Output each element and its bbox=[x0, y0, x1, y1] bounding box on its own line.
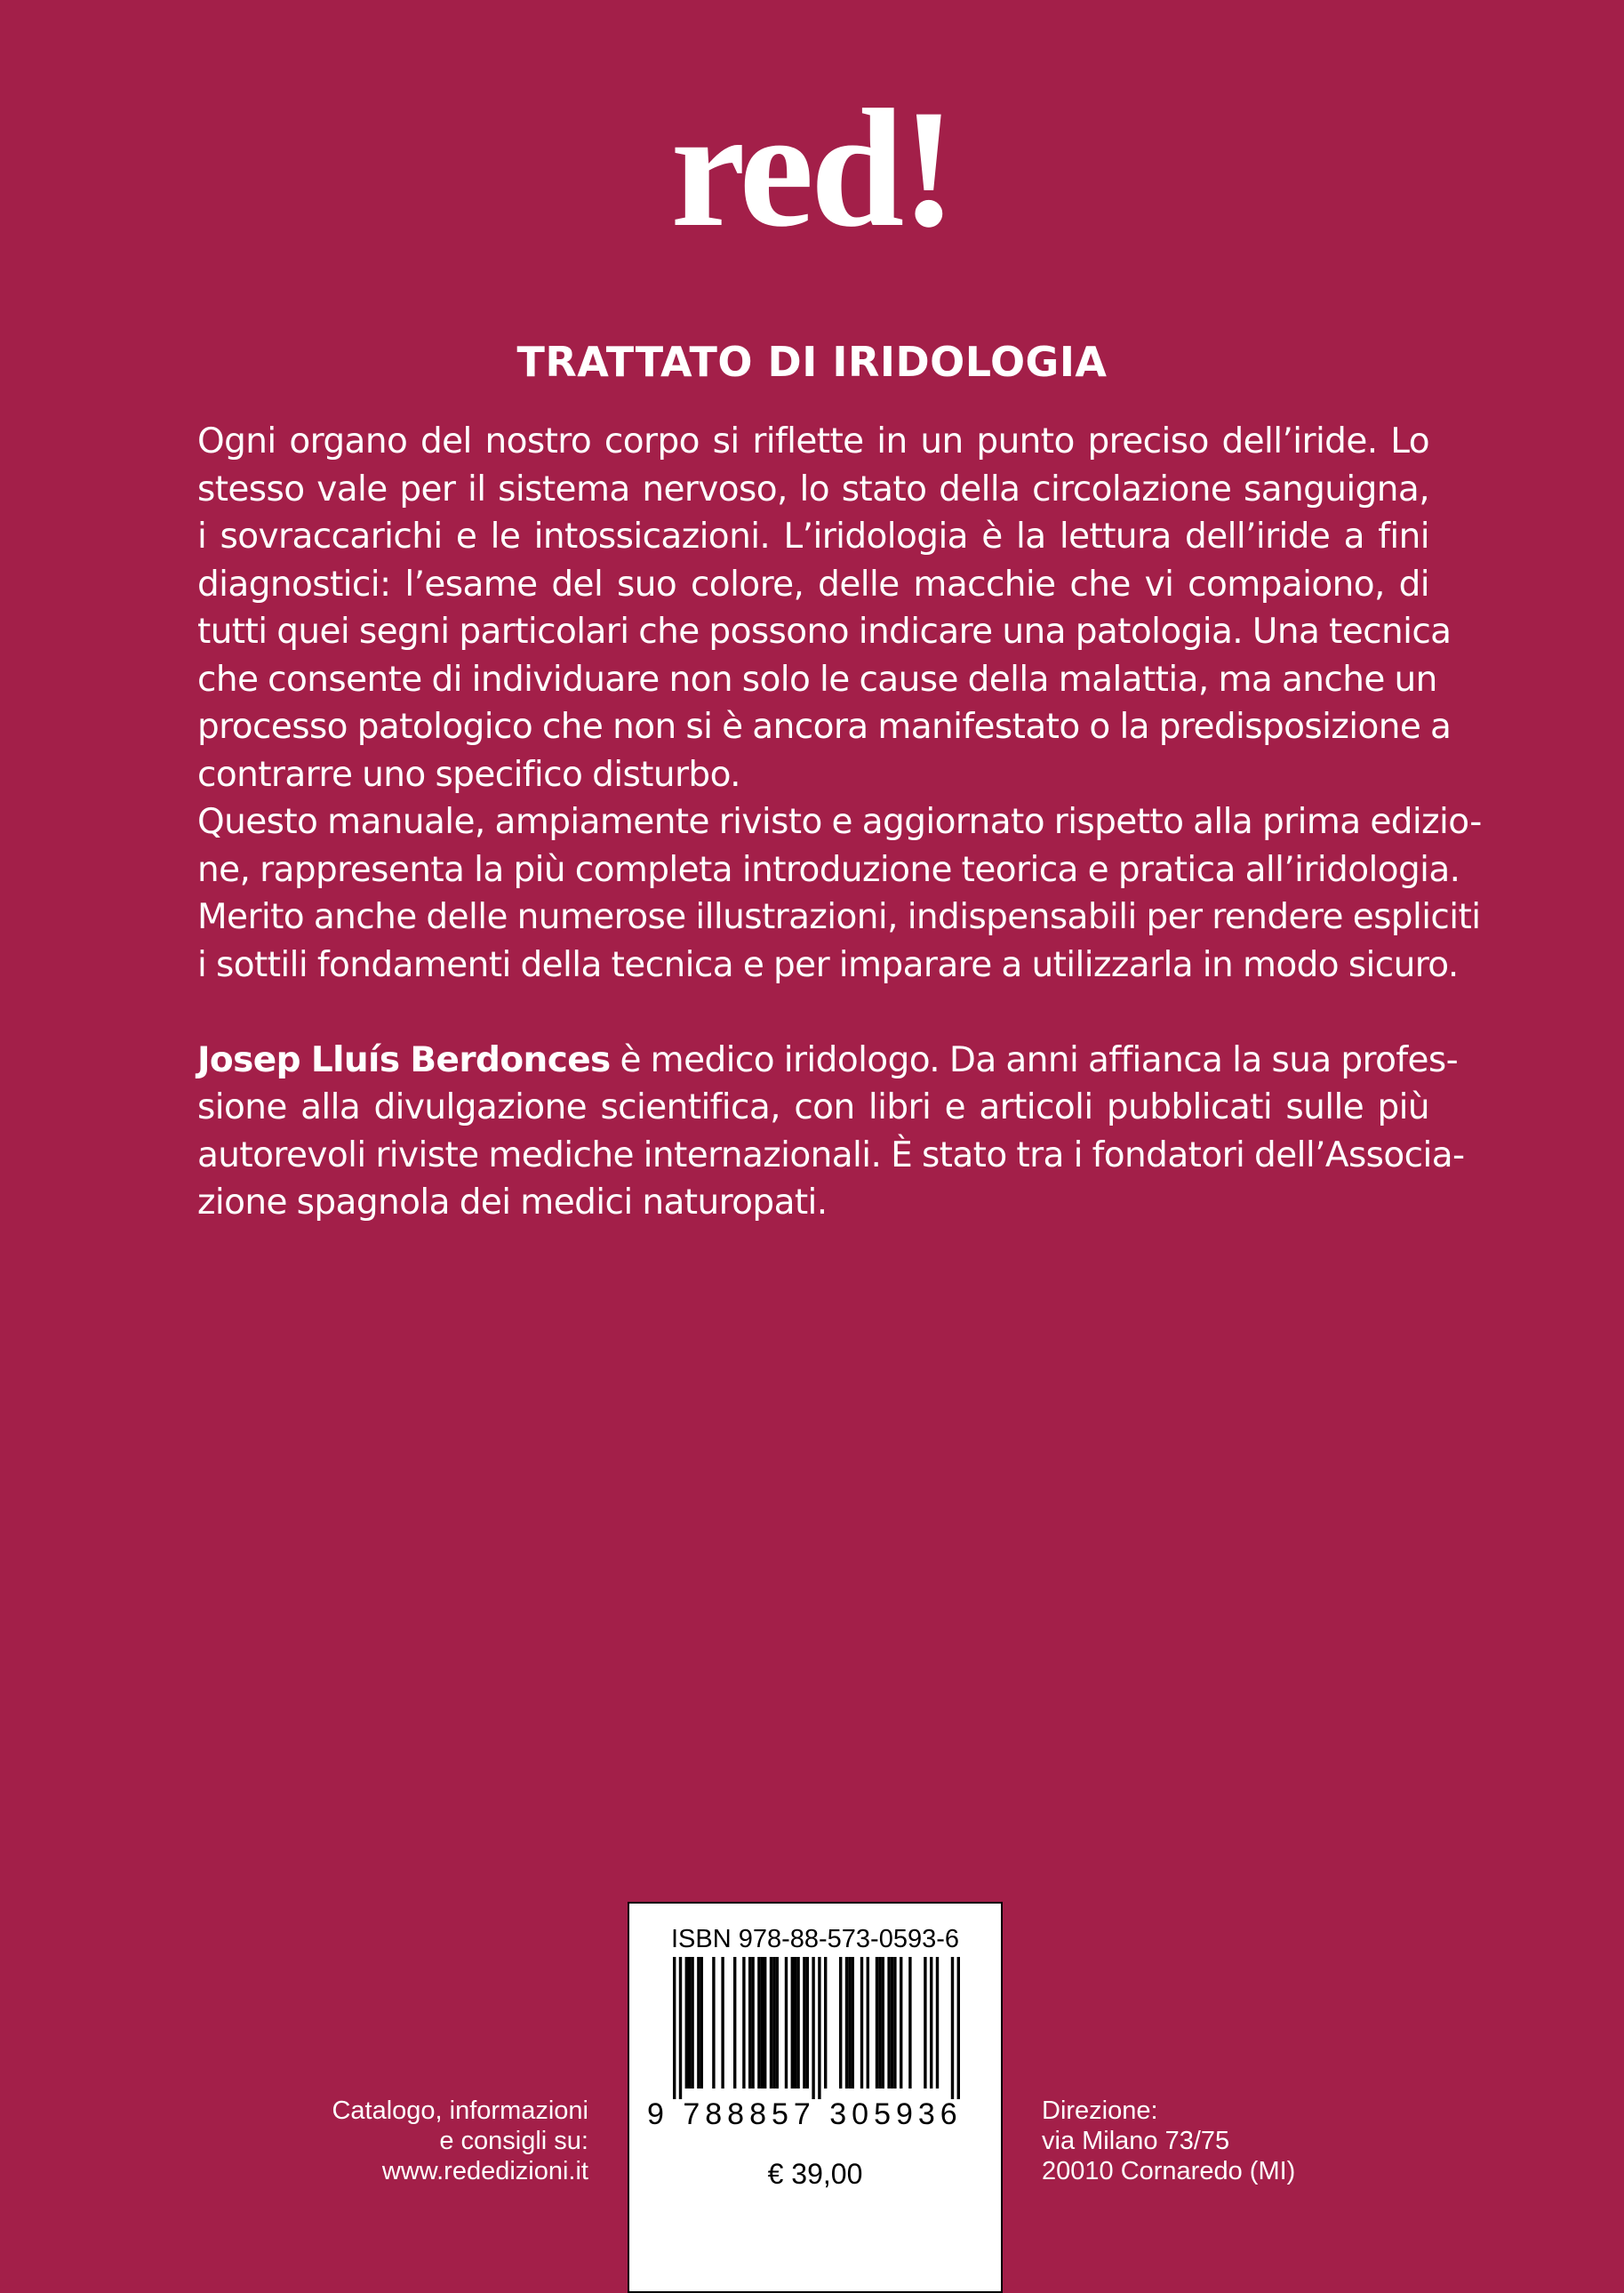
barcode-bar bbox=[812, 1957, 814, 2099]
description-line: che consente di individuare non solo le cause della malattia, ma anche un bbox=[197, 659, 1437, 700]
barcode-bar bbox=[924, 1957, 926, 2089]
author-name: Josep Lluís Berdonces bbox=[197, 1039, 611, 1080]
barcode-bar bbox=[900, 1957, 902, 2089]
author-bio-line bbox=[197, 1037, 1459, 1085]
description-line: Ogni organo del nostro corpo si riflette in un punto preciso dell’iride. Lo bbox=[197, 421, 1429, 461]
barcode-bar bbox=[876, 1957, 878, 2089]
address-line: 20010 Cornaredo (MI) bbox=[1042, 2157, 1296, 2185]
isbn-label: ISBN 978-88-573-0593-6 bbox=[670, 1925, 960, 1953]
barcode-bar bbox=[930, 1957, 932, 2089]
publisher-logo: red! bbox=[670, 76, 954, 262]
barcode-bar bbox=[794, 1957, 796, 2089]
barcode-bar bbox=[685, 1957, 688, 2089]
barcode-bar bbox=[721, 1957, 724, 2089]
barcode-bar bbox=[803, 1957, 805, 2089]
barcode-bar bbox=[878, 1957, 881, 2089]
barcode-bar bbox=[791, 1957, 794, 2089]
catalog-website: www.rededizioni.it bbox=[381, 2157, 588, 2185]
book-title: TRATTATO DI IRIDOLOGIA bbox=[516, 338, 1108, 386]
description-line: contrarre uno specifico disturbo. bbox=[197, 754, 740, 795]
description-line: tutti quei segni particolari che possono indicare una patologia. Una tecnica bbox=[197, 612, 1452, 652]
barcode-bar bbox=[951, 1957, 954, 2099]
barcode-bar bbox=[733, 1957, 736, 2089]
catalog-line: e consigli su: bbox=[439, 2127, 588, 2155]
barcode-bar bbox=[796, 1957, 799, 2089]
barcode-bar bbox=[839, 1957, 842, 2089]
author-bio-text: è medico iridologo. Da anni affianca la sua profes- bbox=[610, 1039, 1459, 1080]
barcode-bar bbox=[751, 1957, 754, 2089]
barcode-bar bbox=[679, 1957, 682, 2099]
barcode-bar bbox=[748, 1957, 751, 2089]
barcode-bar bbox=[887, 1957, 890, 2089]
description-line: ne, rappresenta la più completa introduzione teorica e pratica all’iridologia. bbox=[197, 849, 1460, 890]
description-line: i sovraccarichi e le intossicazioni. L’iridologia è la lettura dell’iride a fini bbox=[197, 517, 1429, 557]
barcode-bar bbox=[688, 1957, 691, 2089]
barcode-bar bbox=[764, 1957, 766, 2089]
description-line: Questo manuale, ampiamente rivisto e aggiornato rispetto alla prima edizio- bbox=[197, 802, 1482, 842]
barcode-digits: 9 788857 305936 bbox=[647, 2097, 963, 2131]
barcode-bar bbox=[845, 1957, 848, 2089]
barcode-bar bbox=[893, 1957, 896, 2089]
description-line: stesso vale per il sistema nervoso, lo stato della circolazione sanguigna, bbox=[197, 469, 1429, 509]
barcode-bar bbox=[770, 1957, 772, 2089]
barcode-bar bbox=[882, 1957, 884, 2089]
publisher-address bbox=[1042, 2096, 1397, 2186]
price: € 39,00 bbox=[767, 2158, 863, 2190]
barcode-icon bbox=[648, 1957, 986, 2099]
barcode-bar bbox=[742, 1957, 745, 2089]
barcode-bar bbox=[776, 1957, 779, 2089]
catalog-line: Catalogo, informazioni bbox=[332, 2097, 588, 2125]
description-line: processo patologico che non si è ancora manifestato o la predisposizione a bbox=[197, 707, 1452, 747]
barcode-bar bbox=[712, 1957, 715, 2089]
back-cover-text bbox=[197, 418, 1482, 1227]
barcode-bar bbox=[867, 1957, 869, 2089]
author-bio-line: zione spagnola dei medici naturopati. bbox=[197, 1183, 828, 1223]
barcode-bar bbox=[761, 1957, 764, 2089]
barcode-bar bbox=[697, 1957, 700, 2089]
barcode-bar bbox=[908, 1957, 911, 2089]
paragraph-gap bbox=[197, 989, 1429, 1037]
description-line: Merito anche delle numerose illustrazioni, indispensabili per rendere espliciti bbox=[197, 897, 1481, 937]
address-line: via Milano 73/75 bbox=[1042, 2127, 1230, 2155]
barcode-bar bbox=[785, 1957, 788, 2089]
barcode-bar bbox=[772, 1957, 775, 2089]
barcode-bar bbox=[891, 1957, 893, 2089]
barcode-bar bbox=[691, 1957, 693, 2089]
barcode-bar bbox=[824, 1957, 827, 2089]
barcode-bar bbox=[757, 1957, 760, 2089]
author-bio-line: sione alla divulgazione scientifica, con libri e articoli pubblicati sulle più bbox=[197, 1087, 1429, 1127]
barcode-bar bbox=[700, 1957, 703, 2089]
barcode-bar bbox=[936, 1957, 939, 2089]
description-line: diagnostici: l’esame del suo colore, delle macchie che vi compaiono, di bbox=[197, 564, 1429, 605]
address-line: Direzione: bbox=[1042, 2097, 1158, 2125]
barcode-bar bbox=[673, 1957, 676, 2099]
barcode-box bbox=[628, 1902, 1003, 2293]
barcode-bar bbox=[852, 1957, 854, 2089]
barcode-bar bbox=[957, 1957, 960, 2099]
author-bio-line: autorevoli riviste mediche internazionali. È stato tra i fondatori dell’Associa- bbox=[197, 1134, 1465, 1175]
barcode-bar bbox=[806, 1957, 809, 2089]
barcode-bar bbox=[818, 1957, 820, 2099]
barcode-bar bbox=[848, 1957, 851, 2089]
description-line: i sottili fondamenti della tecnica e per imparare a utilizzarla in modo sicuro. bbox=[197, 944, 1459, 985]
catalog-info bbox=[267, 2096, 588, 2186]
barcode-bar bbox=[860, 1957, 863, 2089]
